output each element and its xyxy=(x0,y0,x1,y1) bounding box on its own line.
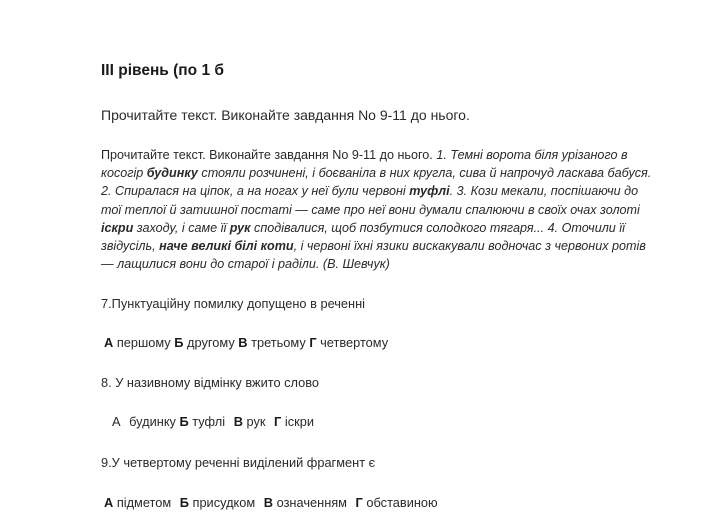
passage-text: 1. Темні ворота біля урізаного в косогір xyxy=(101,148,628,181)
option-letter: В xyxy=(233,414,243,429)
option-letter: А xyxy=(104,335,114,350)
option-letter: А xyxy=(104,495,114,510)
passage-text: стояли розчинені, і боєваніла в них кругла, сива й напрочуд ласкава бабуся. 2. Спиралася на ціпок, а на ногах у неї були червоні xyxy=(101,166,652,199)
highlighted-word-iskry: іскри xyxy=(101,220,134,235)
intro-instruction: Прочитайте текст. Виконайте завдання No 9-11 до нього. xyxy=(101,107,470,123)
question-7-options xyxy=(104,335,388,350)
passage-text: заходу, і саме її xyxy=(136,220,227,235)
option-letter: Г xyxy=(309,335,317,350)
highlighted-word-budynku: будинку xyxy=(146,166,198,181)
reading-passage xyxy=(101,146,659,273)
option-text: першому xyxy=(116,335,171,350)
highlighted-word-ruk: рук xyxy=(229,220,251,235)
option-text: туфлі xyxy=(192,414,226,429)
option-letter: В xyxy=(238,335,248,350)
option-letter: Г xyxy=(355,495,363,510)
option-letter: Г xyxy=(274,414,282,429)
level-heading: ІІІ рівень (по 1 б xyxy=(101,62,224,79)
option-text: третьому xyxy=(251,335,306,350)
passage-text: . 3. Кози мекали, поспішаючи до тої теплої й затишної постаті — саме про неї вони думали спалюючи в своїх очах золоті xyxy=(101,184,640,217)
option-text: присудком xyxy=(192,495,256,510)
option-letter: В xyxy=(263,495,274,510)
option-letter: Б xyxy=(179,495,189,510)
option-text: рук xyxy=(246,414,266,429)
highlighted-word-tufli: туфлі xyxy=(409,184,450,199)
passage-lead: Прочитайте текст. Виконайте завдання No 9-11 до нього. xyxy=(101,148,433,162)
question-9: 9.У четвертому реченні виділений фрагмент є xyxy=(101,455,376,470)
question-7: 7.Пунктуаційну помилку допущено в реченні xyxy=(101,296,366,311)
highlighted-fragment: наче великі білі коти xyxy=(159,239,294,254)
option-text: четвертому xyxy=(320,335,389,350)
option-text: іскри xyxy=(284,414,314,429)
option-text: означенням xyxy=(276,495,347,510)
option-letter: А xyxy=(112,414,121,429)
option-letter: Б xyxy=(174,335,184,350)
question-8: 8. У називному відмінку вжито слово xyxy=(101,375,320,390)
passage-text: сподівалися, щоб позбутися солодкого тягаря... 4. Оточили її звідусіль, xyxy=(101,220,625,254)
option-text: будинку xyxy=(129,414,176,429)
option-text: підметом xyxy=(116,495,172,510)
question-9-options xyxy=(104,495,438,510)
passage-text: , і червоні їхні язики вискакували водночас з червоних ротів — лащилися вони до старої і раділи. (В. Шевчук) xyxy=(101,239,646,272)
option-text: обставиною xyxy=(366,495,438,510)
option-text: другому xyxy=(187,335,235,350)
question-8-options xyxy=(112,414,314,429)
option-letter: Б xyxy=(179,414,189,429)
